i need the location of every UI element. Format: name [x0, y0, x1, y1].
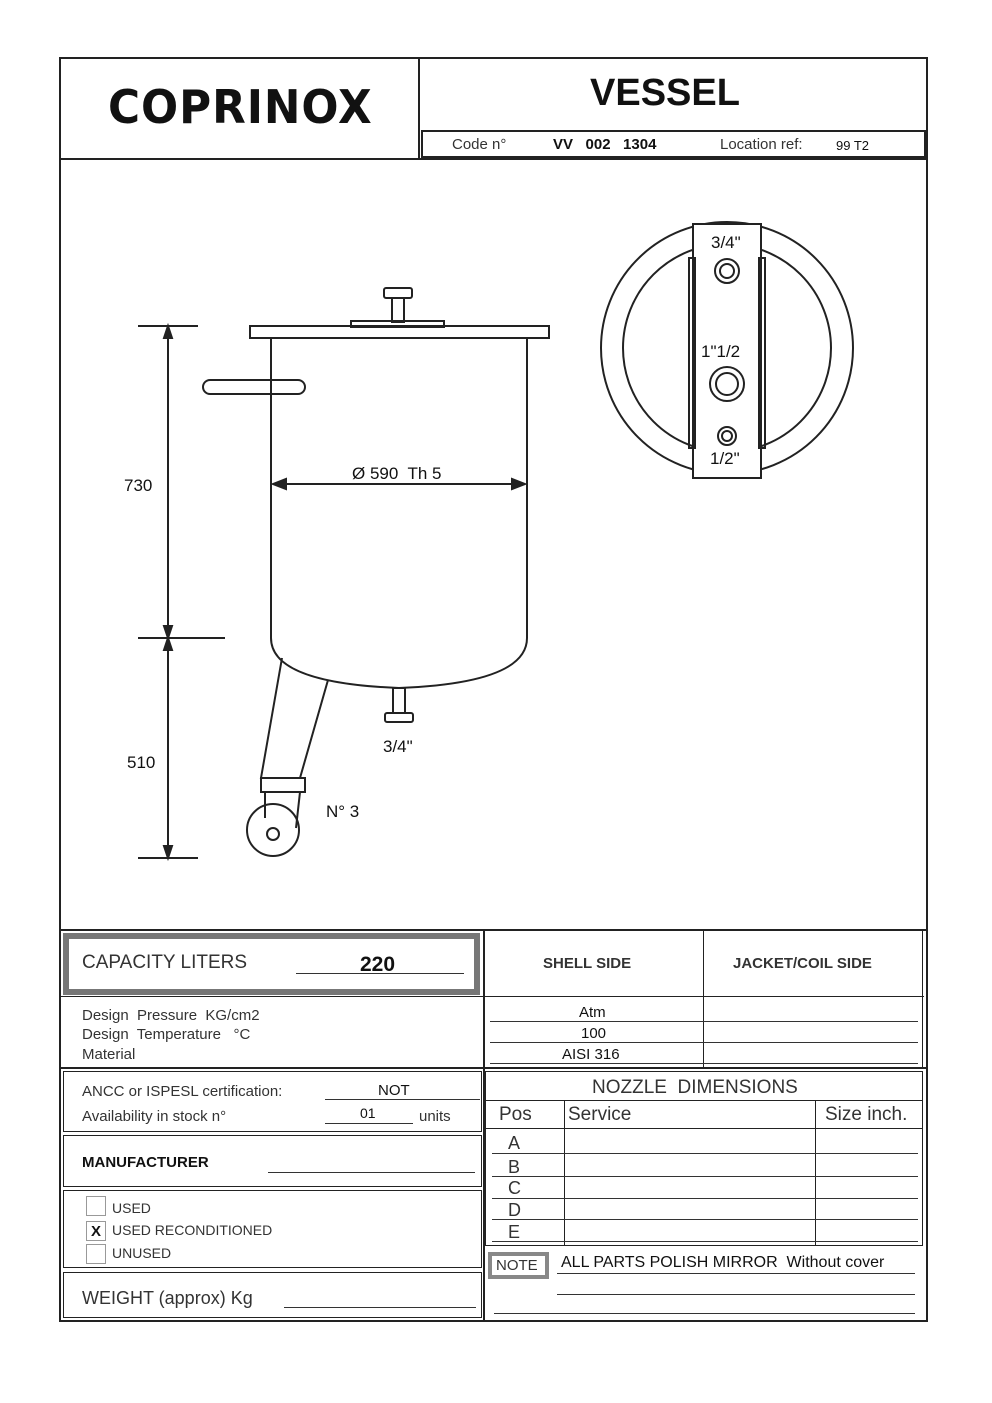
nozzle-col-divider-1 — [564, 1100, 565, 1246]
used-label: USED — [112, 1200, 151, 1216]
manufacturer-label: MANUFACTURER — [82, 1154, 209, 1171]
nozzle-title-divider — [486, 1100, 922, 1101]
dim-height-upper: 730 — [124, 476, 153, 495]
design-temperature-label: Design Temperature °C — [82, 1026, 251, 1043]
diameter-arrow-right — [512, 479, 525, 489]
dim-arrow-4 — [164, 846, 172, 858]
document-title: VESSEL — [590, 72, 740, 114]
code-label: Code n° — [452, 136, 507, 153]
top-view-label-3-4: 3/4" — [711, 233, 741, 252]
bottom-section-top-line — [60, 929, 926, 931]
stock-value: 01 — [360, 1105, 376, 1121]
diameter-label: Ø 590 Th 5 — [352, 464, 442, 483]
certification-underline — [325, 1099, 480, 1100]
diameter-arrow-left — [273, 479, 286, 489]
note-line-3 — [494, 1313, 915, 1314]
design-pressure-shell: Atm — [579, 1004, 606, 1021]
note-label: NOTE — [496, 1257, 538, 1274]
header-vertical-divider — [418, 57, 420, 158]
weight-label: WEIGHT (approx) Kg — [82, 1288, 253, 1308]
design-row-line-1 — [490, 1021, 918, 1022]
design-pressure-label: Design Pressure KG/cm2 — [82, 1007, 260, 1024]
note-text: ALL PARTS POLISH MIRROR Without cover — [561, 1254, 885, 1271]
caster-fork — [265, 792, 300, 828]
dim-arrow-3 — [164, 638, 172, 650]
nozzle-row-line-4 — [492, 1219, 918, 1220]
used-reconditioned-checkbox[interactable]: X — [86, 1221, 106, 1241]
dim-arrow-1 — [164, 326, 172, 338]
dim-height-lower: 510 — [127, 753, 156, 772]
top-nozzle-pipe — [392, 298, 404, 322]
caster-axle — [267, 828, 279, 840]
stock-label: Availability in stock n° — [82, 1108, 227, 1125]
capacity-value: 220 — [360, 953, 396, 976]
certification-value: NOT — [378, 1082, 410, 1099]
used-checkbox[interactable] — [86, 1196, 106, 1216]
bottom-nozzle-label: 3/4" — [383, 737, 413, 756]
sides-header-bottom — [484, 996, 924, 997]
material-label: Material — [82, 1046, 136, 1063]
code-value: VV 002 1304 — [553, 136, 657, 153]
nozzle-pos-c: C — [508, 1178, 521, 1198]
manufacturer-underline — [268, 1172, 475, 1173]
stock-underline — [325, 1123, 413, 1124]
nozzle-pos-b: B — [508, 1157, 521, 1177]
sides-divider — [703, 929, 704, 1067]
design-left-top — [60, 996, 484, 997]
stock-unit: units — [419, 1108, 451, 1125]
nozzle-header-divider — [486, 1128, 922, 1129]
nozzle-col-pos: Pos — [499, 1104, 532, 1125]
vessel-handle — [203, 380, 305, 394]
jacket-side-header: JACKET/COIL SIDE — [733, 955, 872, 972]
bottom-nozzle-pipe — [393, 688, 405, 713]
nozzle-col-divider-2 — [815, 1100, 816, 1246]
vessel-leg — [261, 658, 328, 778]
right-edge-upper — [922, 929, 923, 1067]
company-logo: COPRINOX — [108, 80, 373, 134]
nozzle-col-size: Size inch. — [825, 1104, 908, 1125]
top-nozzle-flange — [384, 288, 412, 298]
design-row-line-3 — [490, 1063, 918, 1064]
used-reconditioned-label: USED RECONDITIONED — [112, 1222, 273, 1238]
unused-checkbox[interactable] — [86, 1244, 106, 1264]
location-value: 99 T2 — [836, 138, 870, 153]
nozzle-pos-a: A — [508, 1133, 521, 1153]
shell-side-header: SHELL SIDE — [543, 955, 632, 972]
design-left-bottom — [60, 1067, 926, 1069]
material-shell: AISI 316 — [562, 1046, 620, 1063]
vessel-drawing — [60, 158, 928, 930]
top-view-label-1-2: 1/2" — [710, 449, 740, 468]
certification-label: ANCC or ISPESL certification: — [82, 1083, 283, 1100]
caster-ring — [261, 778, 305, 792]
nozzle-row-line-5 — [492, 1241, 918, 1242]
nozzle-col-service: Service — [568, 1104, 632, 1125]
nozzle-pos-d: D — [508, 1200, 521, 1220]
location-label: Location ref: — [720, 136, 803, 153]
capacity-label: CAPACITY LITERS — [82, 952, 248, 973]
nozzle-table-title: NOZZLE DIMENSIONS — [592, 1077, 798, 1098]
unused-label: UNUSED — [112, 1245, 172, 1261]
wheel-count-label: N° 3 — [326, 802, 360, 821]
caster-wheel — [247, 804, 299, 856]
top-view-label-1-1-2: 1"1/2 — [701, 342, 741, 361]
note-line-1 — [557, 1273, 915, 1274]
bottom-nozzle-flange — [385, 713, 413, 722]
note-line-2 — [557, 1294, 915, 1295]
nozzle-row-line-3 — [492, 1198, 918, 1199]
design-row-line-2 — [490, 1042, 918, 1043]
nozzle-row-line-2 — [492, 1176, 918, 1177]
nozzle-pos-e: E — [508, 1222, 521, 1242]
shell-bottom-head — [271, 638, 527, 688]
design-temperature-shell: 100 — [581, 1025, 607, 1042]
weight-underline — [284, 1307, 476, 1308]
nozzle-row-line-1 — [492, 1153, 918, 1154]
